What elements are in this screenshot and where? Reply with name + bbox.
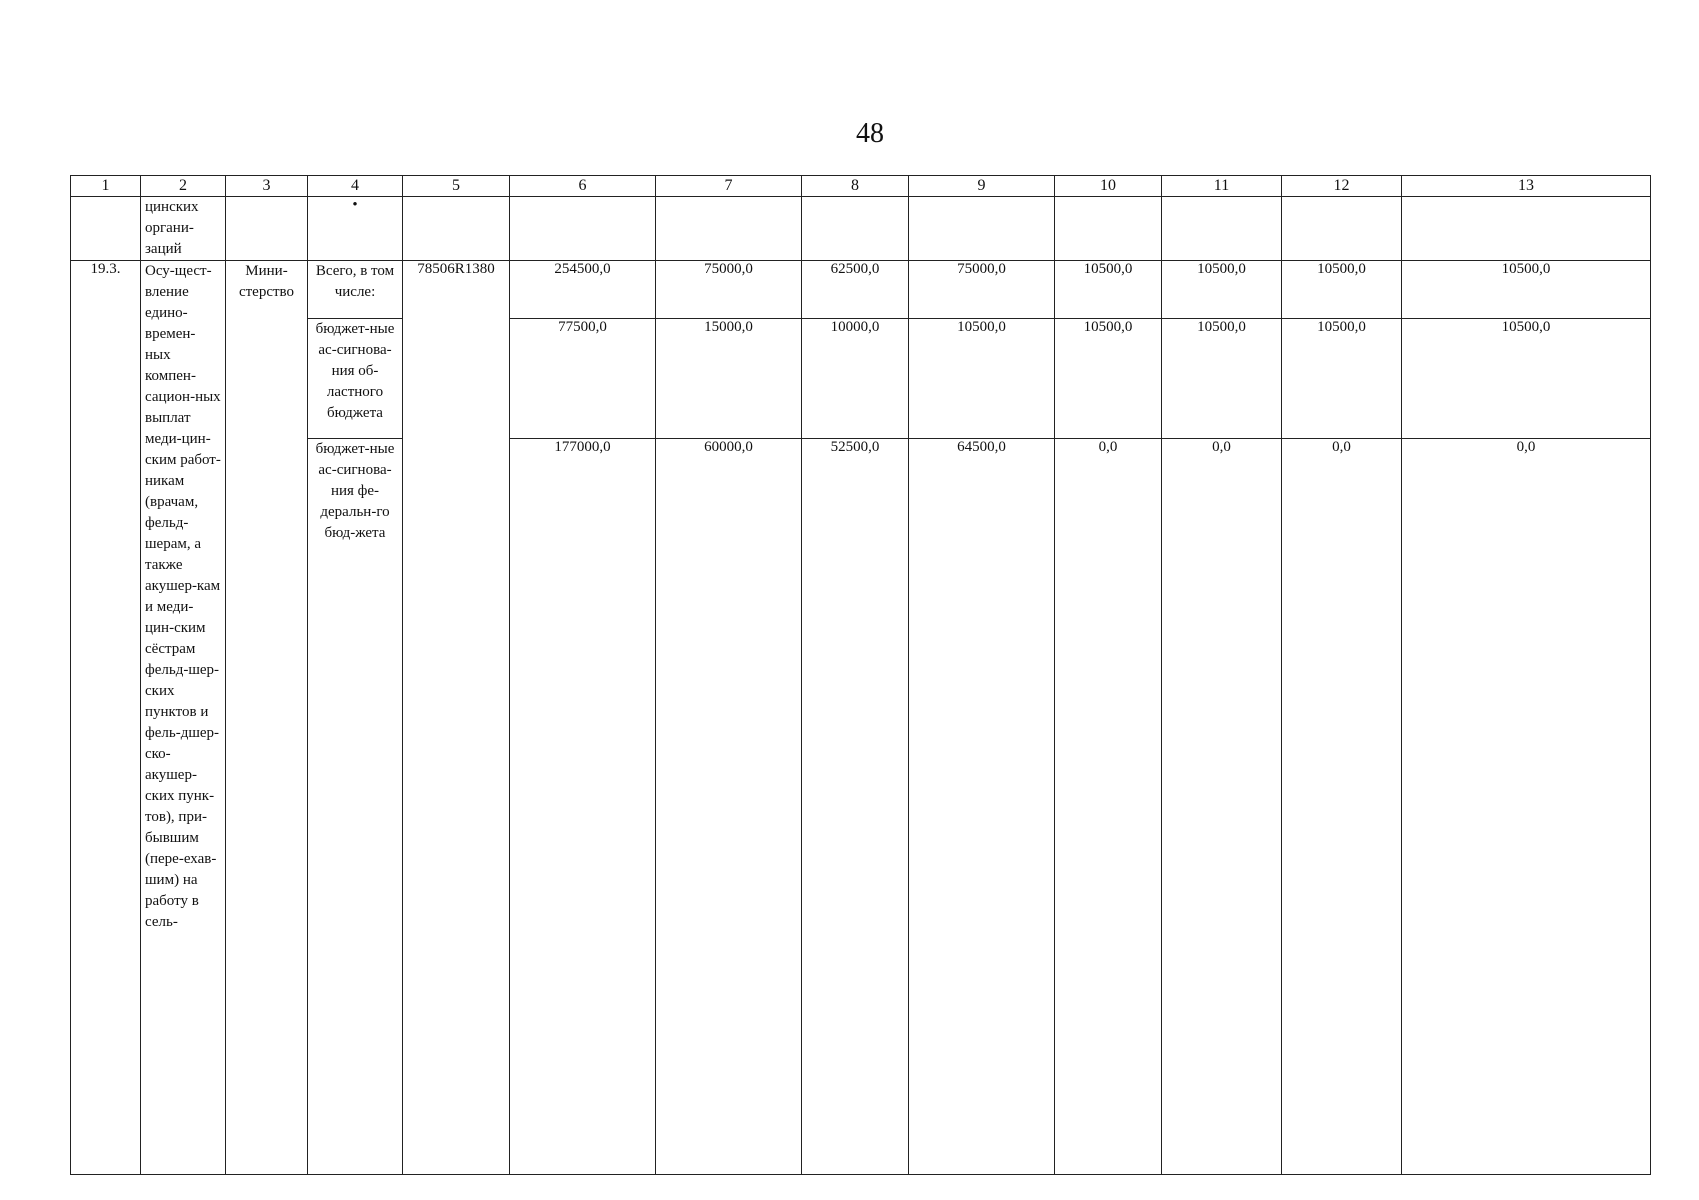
value-cell: 10000,0 [802, 319, 909, 439]
value-cell: 64500,0 [909, 439, 1055, 1175]
col-header: 5 [403, 176, 510, 197]
row-regional [71, 319, 1651, 439]
value-cell: 0,0 [1055, 439, 1162, 1175]
value-cell: 0,0 [1402, 439, 1651, 1175]
funding-label: бюджет-ные ас-сигнова-ния фе-деральн-го бюд-жета [308, 439, 403, 1175]
item-description: Осу-щест-вление едино-времен-ных компен-сацион-ных выплат меди-цин-ским работ-никам (врачам, фельд-шерам, а также акушер-кам и меди-цин-ским сёстрам фельд-шер-ских пунктов и фель-дшер-ско-акушер-ских пунк-тов), при-бывшим (пере-ехав-шим) на работу в сель- [141, 261, 226, 1175]
value-cell: 77500,0 [510, 319, 656, 439]
budget-table [70, 175, 1651, 1175]
col-header: 7 [656, 176, 802, 197]
row-federal [71, 439, 1651, 1175]
row-total [71, 261, 1651, 319]
header-row [71, 176, 1651, 197]
col-header: 4 [308, 176, 403, 197]
col-header: 11 [1162, 176, 1282, 197]
value-cell: 60000,0 [656, 439, 802, 1175]
page-number: 48 [856, 118, 884, 149]
value-cell: 75000,0 [909, 261, 1055, 319]
value-cell: 10500,0 [1055, 319, 1162, 439]
value-cell: 254500,0 [510, 261, 656, 319]
value-cell: 0,0 [1282, 439, 1402, 1175]
col-header: 9 [909, 176, 1055, 197]
value-cell: 10500,0 [1162, 319, 1282, 439]
executor: Мини-стерство [226, 261, 308, 1175]
col-header: 12 [1282, 176, 1402, 197]
budget-code: 78506R1380 [403, 261, 510, 1175]
col-header: 13 [1402, 176, 1651, 197]
value-cell: 177000,0 [510, 439, 656, 1175]
value-cell: 52500,0 [802, 439, 909, 1175]
value-cell: 10500,0 [1402, 319, 1651, 439]
col-header: 6 [510, 176, 656, 197]
value-cell: 10500,0 [1282, 261, 1402, 319]
continuation-text: цинских органи-заций [141, 197, 226, 261]
value-cell: 10500,0 [1402, 261, 1651, 319]
value-cell: 15000,0 [656, 319, 802, 439]
value-cell: 62500,0 [802, 261, 909, 319]
col-header: 3 [226, 176, 308, 197]
value-cell: 0,0 [1162, 439, 1282, 1175]
col-header: 1 [71, 176, 141, 197]
item-number: 19.3. [71, 261, 141, 1175]
col-header: 8 [802, 176, 909, 197]
col-header: 10 [1055, 176, 1162, 197]
stray-mark: • [308, 197, 403, 261]
col-header: 2 [141, 176, 226, 197]
funding-label: Всего, в том числе: [308, 261, 403, 319]
value-cell: 10500,0 [1282, 319, 1402, 439]
value-cell: 10500,0 [1055, 261, 1162, 319]
value-cell: 10500,0 [1162, 261, 1282, 319]
funding-label: бюджет-ные ас-сигнова-ния об-ластного бюджета [308, 319, 403, 439]
value-cell: 75000,0 [656, 261, 802, 319]
value-cell: 10500,0 [909, 319, 1055, 439]
continuation-row [71, 197, 1651, 261]
